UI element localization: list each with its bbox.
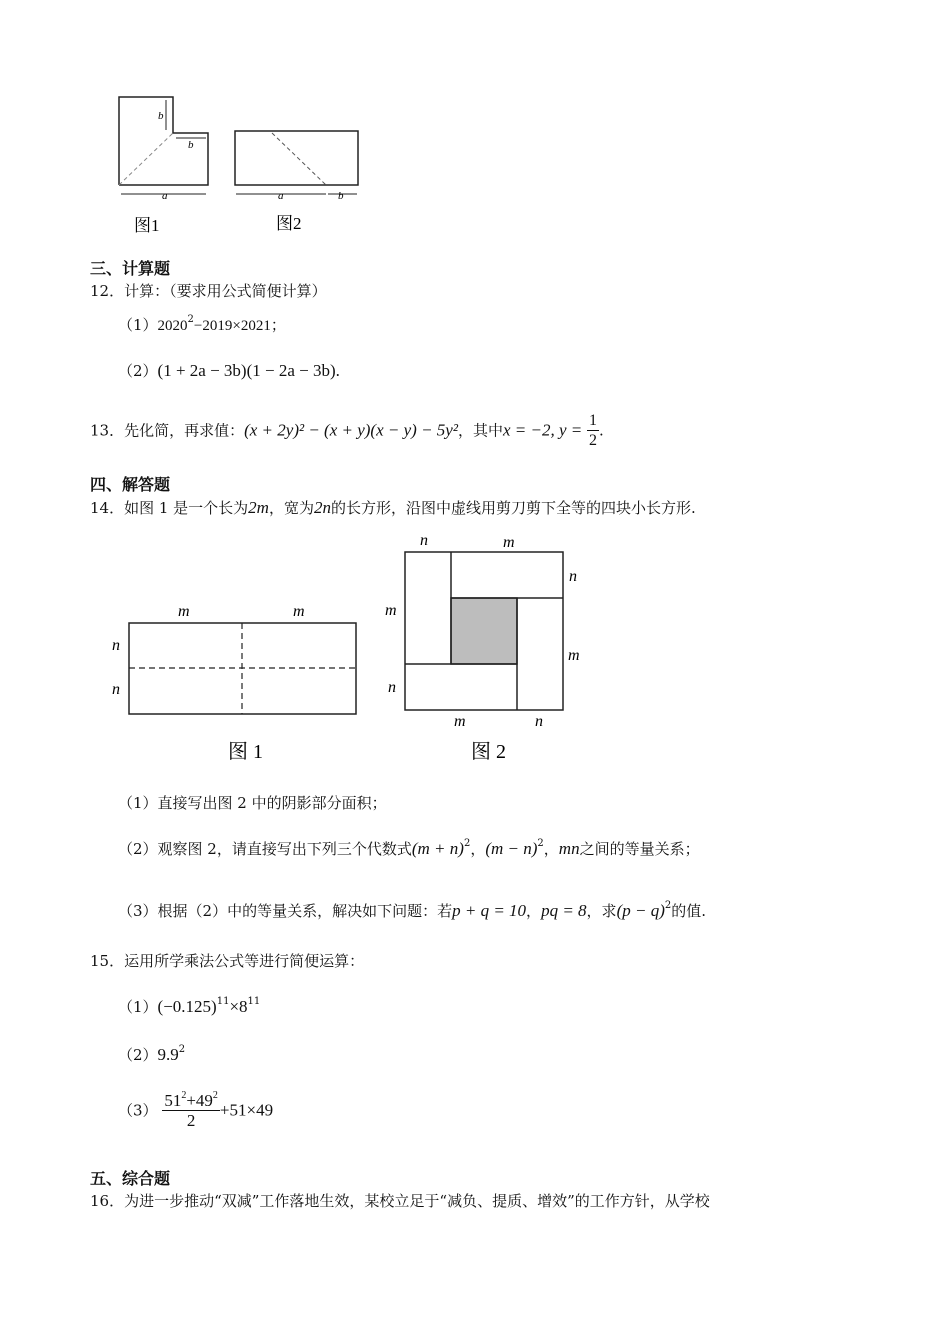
top-fig2-a: a [278, 190, 284, 202]
q14-part1: （1）直接写出图 2 中的阴影部分面积； [118, 794, 387, 812]
top-fig1-b-vertical: b [158, 110, 164, 122]
q14-part2: （2）观察图 2，请直接写出下列三个代数式$(m + n)^2$，$(m - n)^2$，mn之间的等量关系； [118, 838, 700, 858]
q14-fig2-square [405, 552, 563, 710]
q14-fig1-n-top: n [112, 637, 120, 654]
q12-part1: $(1)2020^2-2019\times 2021$； [118, 314, 286, 334]
q12-stem: 12．计算：（要求用公式简便计算） [90, 282, 327, 300]
top-fig2-b: b [338, 190, 344, 202]
q14-figures [100, 528, 600, 768]
q16-stem: 16．为进一步推动“双减”工作落地生效，某校立足于“减负、提质、增效”的工作方针，从学校 [90, 1192, 710, 1210]
top-fig1-shape [119, 97, 208, 185]
q14-part3: （3）根据（2）中的等量关系，解决如下问题：若p + q = 10，pq = 8，求$(p - q)^2$的值. [118, 900, 707, 920]
q14-fig2-m-right: m [568, 647, 580, 664]
q14-fig1-rect [129, 623, 356, 714]
top-fig1-label: 图1 [134, 216, 160, 235]
q14-fig2-m-left: m [385, 602, 397, 619]
q15-part1: $(1)(-0.125)^{11}\times 8^{11}$ [118, 996, 261, 1016]
top-figures [100, 88, 380, 248]
section-5-heading: 五、综合题 [90, 1169, 171, 1188]
q14-fig1-n-bottom: n [112, 681, 120, 698]
q15-part3: （3） $\frac{51^2+49^2}{2}$ +51×49 [118, 1090, 274, 1130]
q15-part2: $(2)9.9^2$ [118, 1044, 186, 1064]
q14-fig2-m-top: m [503, 534, 515, 551]
q14-fig2-m-bottom: m [454, 713, 466, 730]
top-fig2-shape [235, 131, 358, 185]
q12-part2: （2）(1 + 2a − 3b)(1 − 2a − 3b). [118, 361, 340, 380]
q14-fig2-n-bottom: n [535, 713, 543, 730]
q14-stem: 14．如图 1 是一个长为2m，宽为2n的长方形，沿图中虚线用剪刀剪下全等的四块小长方形. [90, 498, 696, 517]
top-fig2-label: 图2 [276, 214, 302, 233]
q14-fig2-n-left: n [388, 679, 396, 696]
section-3-heading: 三、计算题 [90, 259, 171, 278]
q14-fig1-label: 图 1 [228, 741, 263, 763]
q14-fig1-m-left: m [178, 603, 190, 620]
q14-fig2-n-top: n [420, 532, 428, 549]
section-4-heading: 四、解答题 [90, 475, 171, 494]
top-fig1-a: a [162, 190, 168, 202]
q14-fig2-label: 图 2 [471, 741, 506, 763]
q14-fig2-n-right: n [569, 568, 577, 585]
q14-fig1-m-right: m [293, 603, 305, 620]
q15-stem: 15．运用所学乘法公式等进行简便运算： [90, 952, 365, 970]
q13: 13．先化简，再求值：(x + 2y)² − (x + y)(x − y) − 5y²，其中x = −2, y = $\frac{1}{2}$ . [90, 412, 604, 449]
top-fig1-b-horizontal: b [188, 139, 194, 151]
